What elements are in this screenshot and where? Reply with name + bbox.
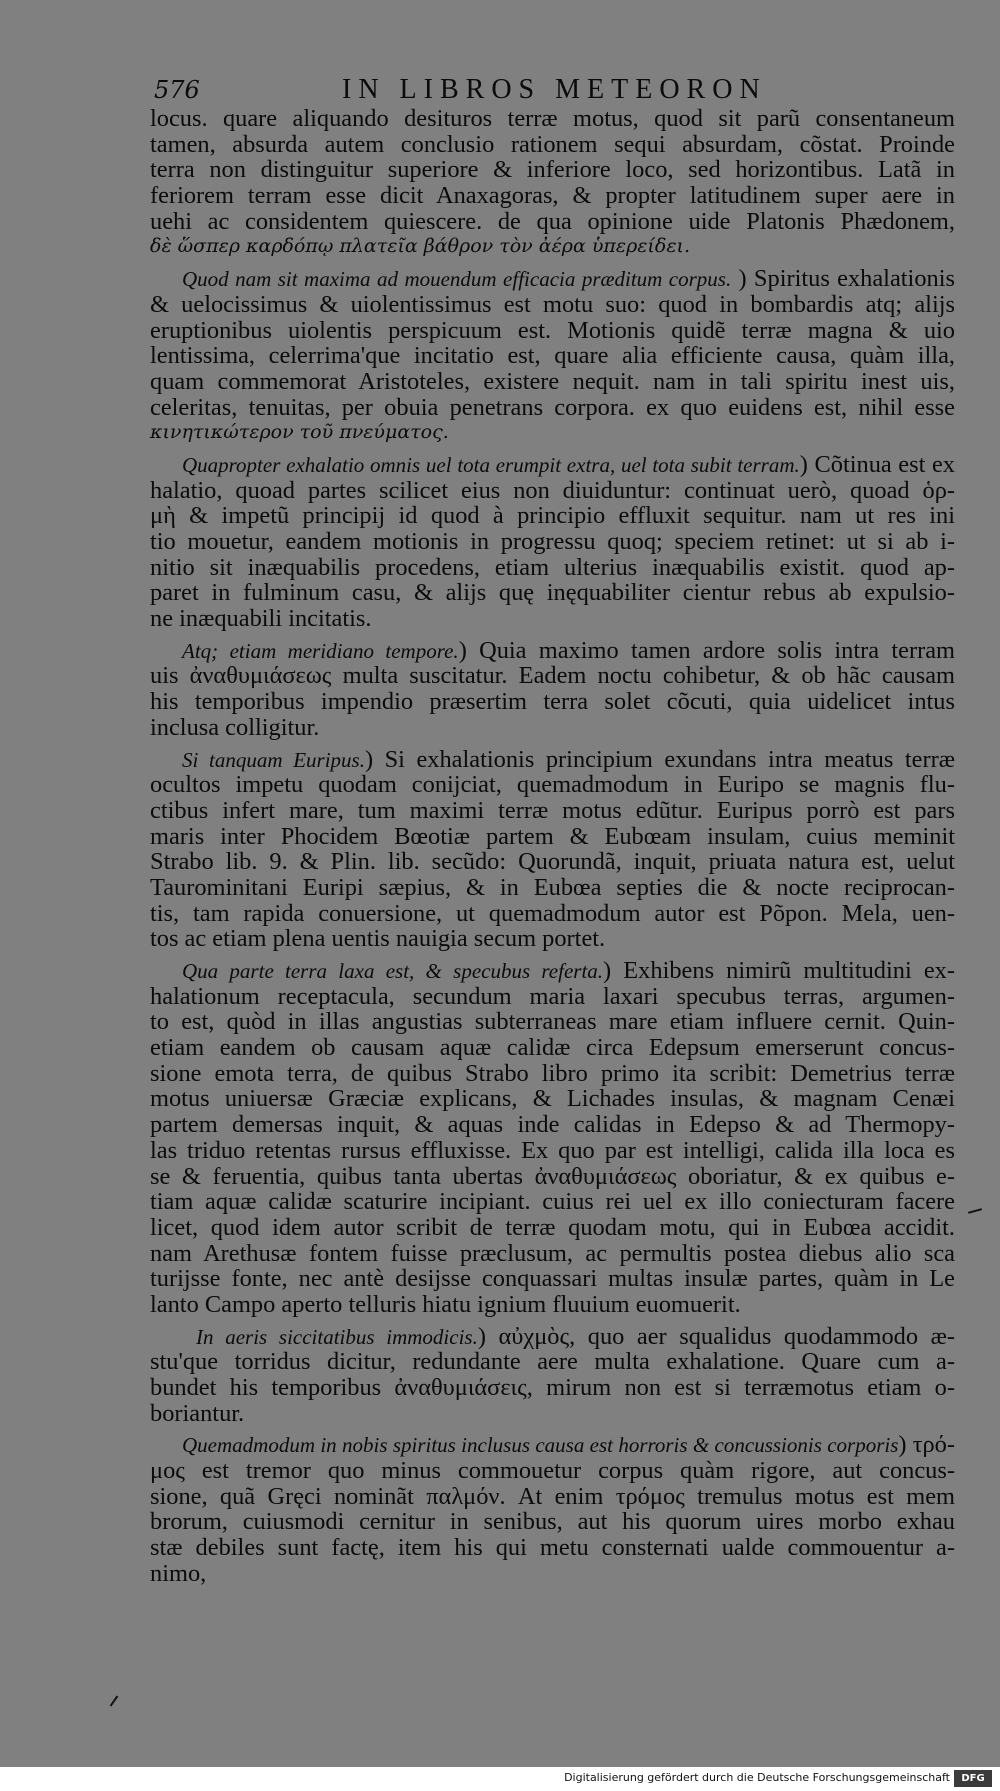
text-line: tiam aquæ calidæ scaturire incipiant. cuius rei uel ex illo coniecturam facere xyxy=(150,1188,955,1216)
text-line: bundet his temporibus ἀναθυμιάσεις, mirum non est si terræmotus etiam o- xyxy=(150,1374,955,1401)
lemma: Si tanquam Euripus. xyxy=(182,747,365,772)
digitization-footer xyxy=(0,1767,1000,1791)
text-line: motus uniuersæ Græciæ explicans, & Lichades insulas, & magnam Cenæi xyxy=(150,1085,955,1113)
text-line: ocultos impetu quodam conijciat, quemadmodum in Euripo se magnis flu- xyxy=(150,771,955,799)
text-line: tio mouetur, eandem motionis in progressu quoq; speciem retinet: ut si ab i- xyxy=(150,528,955,555)
text-line: ne inæquabili incitatis. xyxy=(150,605,372,633)
text-line: uehi ac considentem quiescere. de qua opinione uide Platonis Phædonem, xyxy=(150,207,955,235)
text-line: sione, quã Gręci nominãt παλμόν. At enim τρόμος tremulus motus est mem xyxy=(150,1482,955,1510)
text-span: ) Cõtinua est ex xyxy=(799,450,956,478)
lemma: In aeris siccitatibus immodicis. xyxy=(196,1324,478,1349)
text-line: celeritas, tenuitas, per obuia penetrans corpora. ex quo euidens est, nihil esse xyxy=(150,393,955,421)
text-line: terra non distinguitur superiore & inferiore loco, sed horizontibus. Latã in xyxy=(150,156,955,184)
margin-mark xyxy=(968,1208,982,1214)
text-line: μος est tremor quo minus commouetur corpus quàm rigore, aut concus- xyxy=(150,1457,955,1485)
text-line: quam commemorat Aristoteles, existere nequit. nam in tali spiritu inest uis, xyxy=(150,367,955,395)
page-number: 576 xyxy=(154,76,200,104)
text-span: ) Exhibens nimirũ multitudini ex- xyxy=(603,957,955,984)
body-text xyxy=(150,106,955,1587)
text-line: his temporibus impendio præsertim terra solet cõcuti, quia uidelicet intus xyxy=(150,688,955,716)
text-line: locus. quare aliquando desituros terræ motus, quod sit parũ consentaneum xyxy=(150,105,955,132)
text-line: halatio, quoad partes scilicet eius non diuiduntur: continuat uerò, quoad ὁρ- xyxy=(150,476,955,504)
text-line: uis ἀναθυμιάσεως multa suscitatur. Eadem noctu cohibetur, & ob hãc causam xyxy=(150,662,955,690)
text-line: stu'que torridus dicitur, redundante aere multa exhalatione. Quare cum a- xyxy=(150,1348,955,1376)
text-line: to est, quòd in illas angustias subterraneas mare etiam influere cernit. Quin- xyxy=(150,1008,955,1036)
text-line: & uelocissimus & uiolentissimus est motu suo: quod in bombardis atq; alijs xyxy=(150,290,955,318)
text-line: μὴ & impetũ principij id quod à principio effluxit sequitur. nam ut res ini xyxy=(150,502,955,530)
text-line: nitio sit inæquabilis procedens, etiam ulterius inæquabilis existit. quod ap- xyxy=(150,553,955,581)
text-line: nam Arethusæ fontem fuisse præclusum, ac permultis postea diebus alio sca xyxy=(150,1239,955,1267)
text-span: ) τρό- xyxy=(898,1431,955,1459)
text-line: boriantur. xyxy=(150,1399,245,1427)
text-span: ) Spiritus exhalationis xyxy=(731,265,955,293)
lemma-line xyxy=(150,747,955,773)
text-line: lanto Campo aperto telluris hiatu ignium fluuium euomuerit. xyxy=(150,1290,741,1318)
text-line: se & feruentia, quibus tanta ubertas ἀναθυμιάσεως oboriatur, & ex quibus e- xyxy=(150,1162,955,1190)
lemma-line xyxy=(150,1324,955,1350)
text-line: tis, tam rapida conuersione, ut quemadmodum autor est Põpon. Mela, uen- xyxy=(150,899,955,927)
greek-quote: κινητικώτερον τοῦ πνεύματος. xyxy=(150,421,449,444)
text-span: ) Quia maximo tamen ardore solis intra terram xyxy=(458,636,955,664)
lemma-line xyxy=(150,638,955,664)
text-line: etiam eandem ob causam aquæ calidæ circa Edepsum emerserunt concus- xyxy=(150,1034,955,1062)
greek-quote: δὲ ὥσπερ καρδόπῳ πλατεῖα βάθρον τὸν ἀέρα ὑπερείδει. xyxy=(150,235,691,258)
text-line: tamen, absurda autem conclusio rationem sequi absurdam, cõstat. Proinde xyxy=(150,130,955,158)
dfg-logo: DFG xyxy=(954,1770,992,1787)
text-line: feriorem terram esse dicit Anaxagoras, & propter latitudinem super aere in xyxy=(150,182,955,210)
text-line: las triduo retentas rursus effluxisse. Ex quo par est intelligi, calida illa loca es xyxy=(150,1136,955,1164)
text-span: ) αὐχμὸς, quo aer squalidus quodammodo æ- xyxy=(477,1322,955,1350)
text-line: stæ debiles sunt factę, item his qui metu consternati ualde commouentur a- xyxy=(150,1534,955,1562)
text-line: turijsse fonte, nec antè desijsse conquassari multas insulæ partes, quàm in Le xyxy=(150,1265,955,1293)
lemma-line xyxy=(150,958,955,984)
text-line: maris inter Phocidem Bœotiæ partem & Eubœam insulam, cuius meminit xyxy=(150,822,955,850)
text-line: ctibus infert mare, tum maximi terræ motus edũtur. Euripus porrò est pars xyxy=(150,796,955,824)
lemma-line xyxy=(150,266,955,292)
margin-mark xyxy=(110,1696,119,1707)
footer-credit: Digitalisierung gefördert durch die Deutsche Forschungsgemeinschaft xyxy=(564,1771,950,1784)
text-line: partem demersas inquit, & aquas inde calidas in Edepso & ad Thermopy- xyxy=(150,1111,955,1139)
lemma: Quemadmodum in nobis spiritus inclusus causa est horroris & concussionis corporis xyxy=(182,1433,899,1458)
text-line: paret in fulminum casu, & alijs quę inęquabiliter cientur rebus ab expulsio- xyxy=(150,579,955,607)
lemma-line xyxy=(150,1432,955,1458)
lemma: Atq; etiam meridiano tempore. xyxy=(182,638,459,663)
lemma: Quapropter exhalatio omnis uel tota erumpit extra, uel tota subit terram. xyxy=(182,452,800,477)
lemma: Quod nam sit maxima ad mouendum efficacia præditum corpus. xyxy=(182,267,732,292)
text-line: licet, quod idem autor scribit de terræ quodam motu, qui in Eubœa accidit. xyxy=(150,1213,955,1241)
text-span: ) Si exhalationis principium exundans intra meatus terræ xyxy=(364,745,955,773)
text-line: lentissima, celerrima'que incitatio est, quare alia efficiente causa, quàm illa, xyxy=(150,342,955,370)
lemma: Qua parte terra laxa est, & specubus referta. xyxy=(182,959,604,983)
text-line: eruptionibus uiolentis perspicuum est. Motionis quidẽ terræ magna & uio xyxy=(150,316,955,344)
text-line: nimo, xyxy=(150,1559,207,1587)
text-line: halationum receptacula, secundum maria laxari specubus terras, argumen- xyxy=(150,982,955,1010)
lemma-line xyxy=(150,452,955,478)
text-line: inclusa colligitur. xyxy=(150,713,320,741)
text-line: tos ac etiam plena uentis nauigia secum portet. xyxy=(150,925,606,953)
text-line: Strabo lib. 9. & Plin. lib. secũdo: Quorundã, inquit, priuata natura est, uelut xyxy=(150,848,955,876)
running-head: IN LIBROS METEORON xyxy=(342,74,767,105)
text-line: Taurominitani Euripi sæpius, & in Eubœa septies die & nocte reciprocan- xyxy=(150,873,955,901)
text-line: sione emota terra, de quibus Strabo libro primo ita scribit: Demetrius terræ xyxy=(150,1059,955,1087)
text-line: brorum, cuiusmodi cernitur in senibus, aut his quorum uires morbo exhau xyxy=(150,1508,955,1536)
